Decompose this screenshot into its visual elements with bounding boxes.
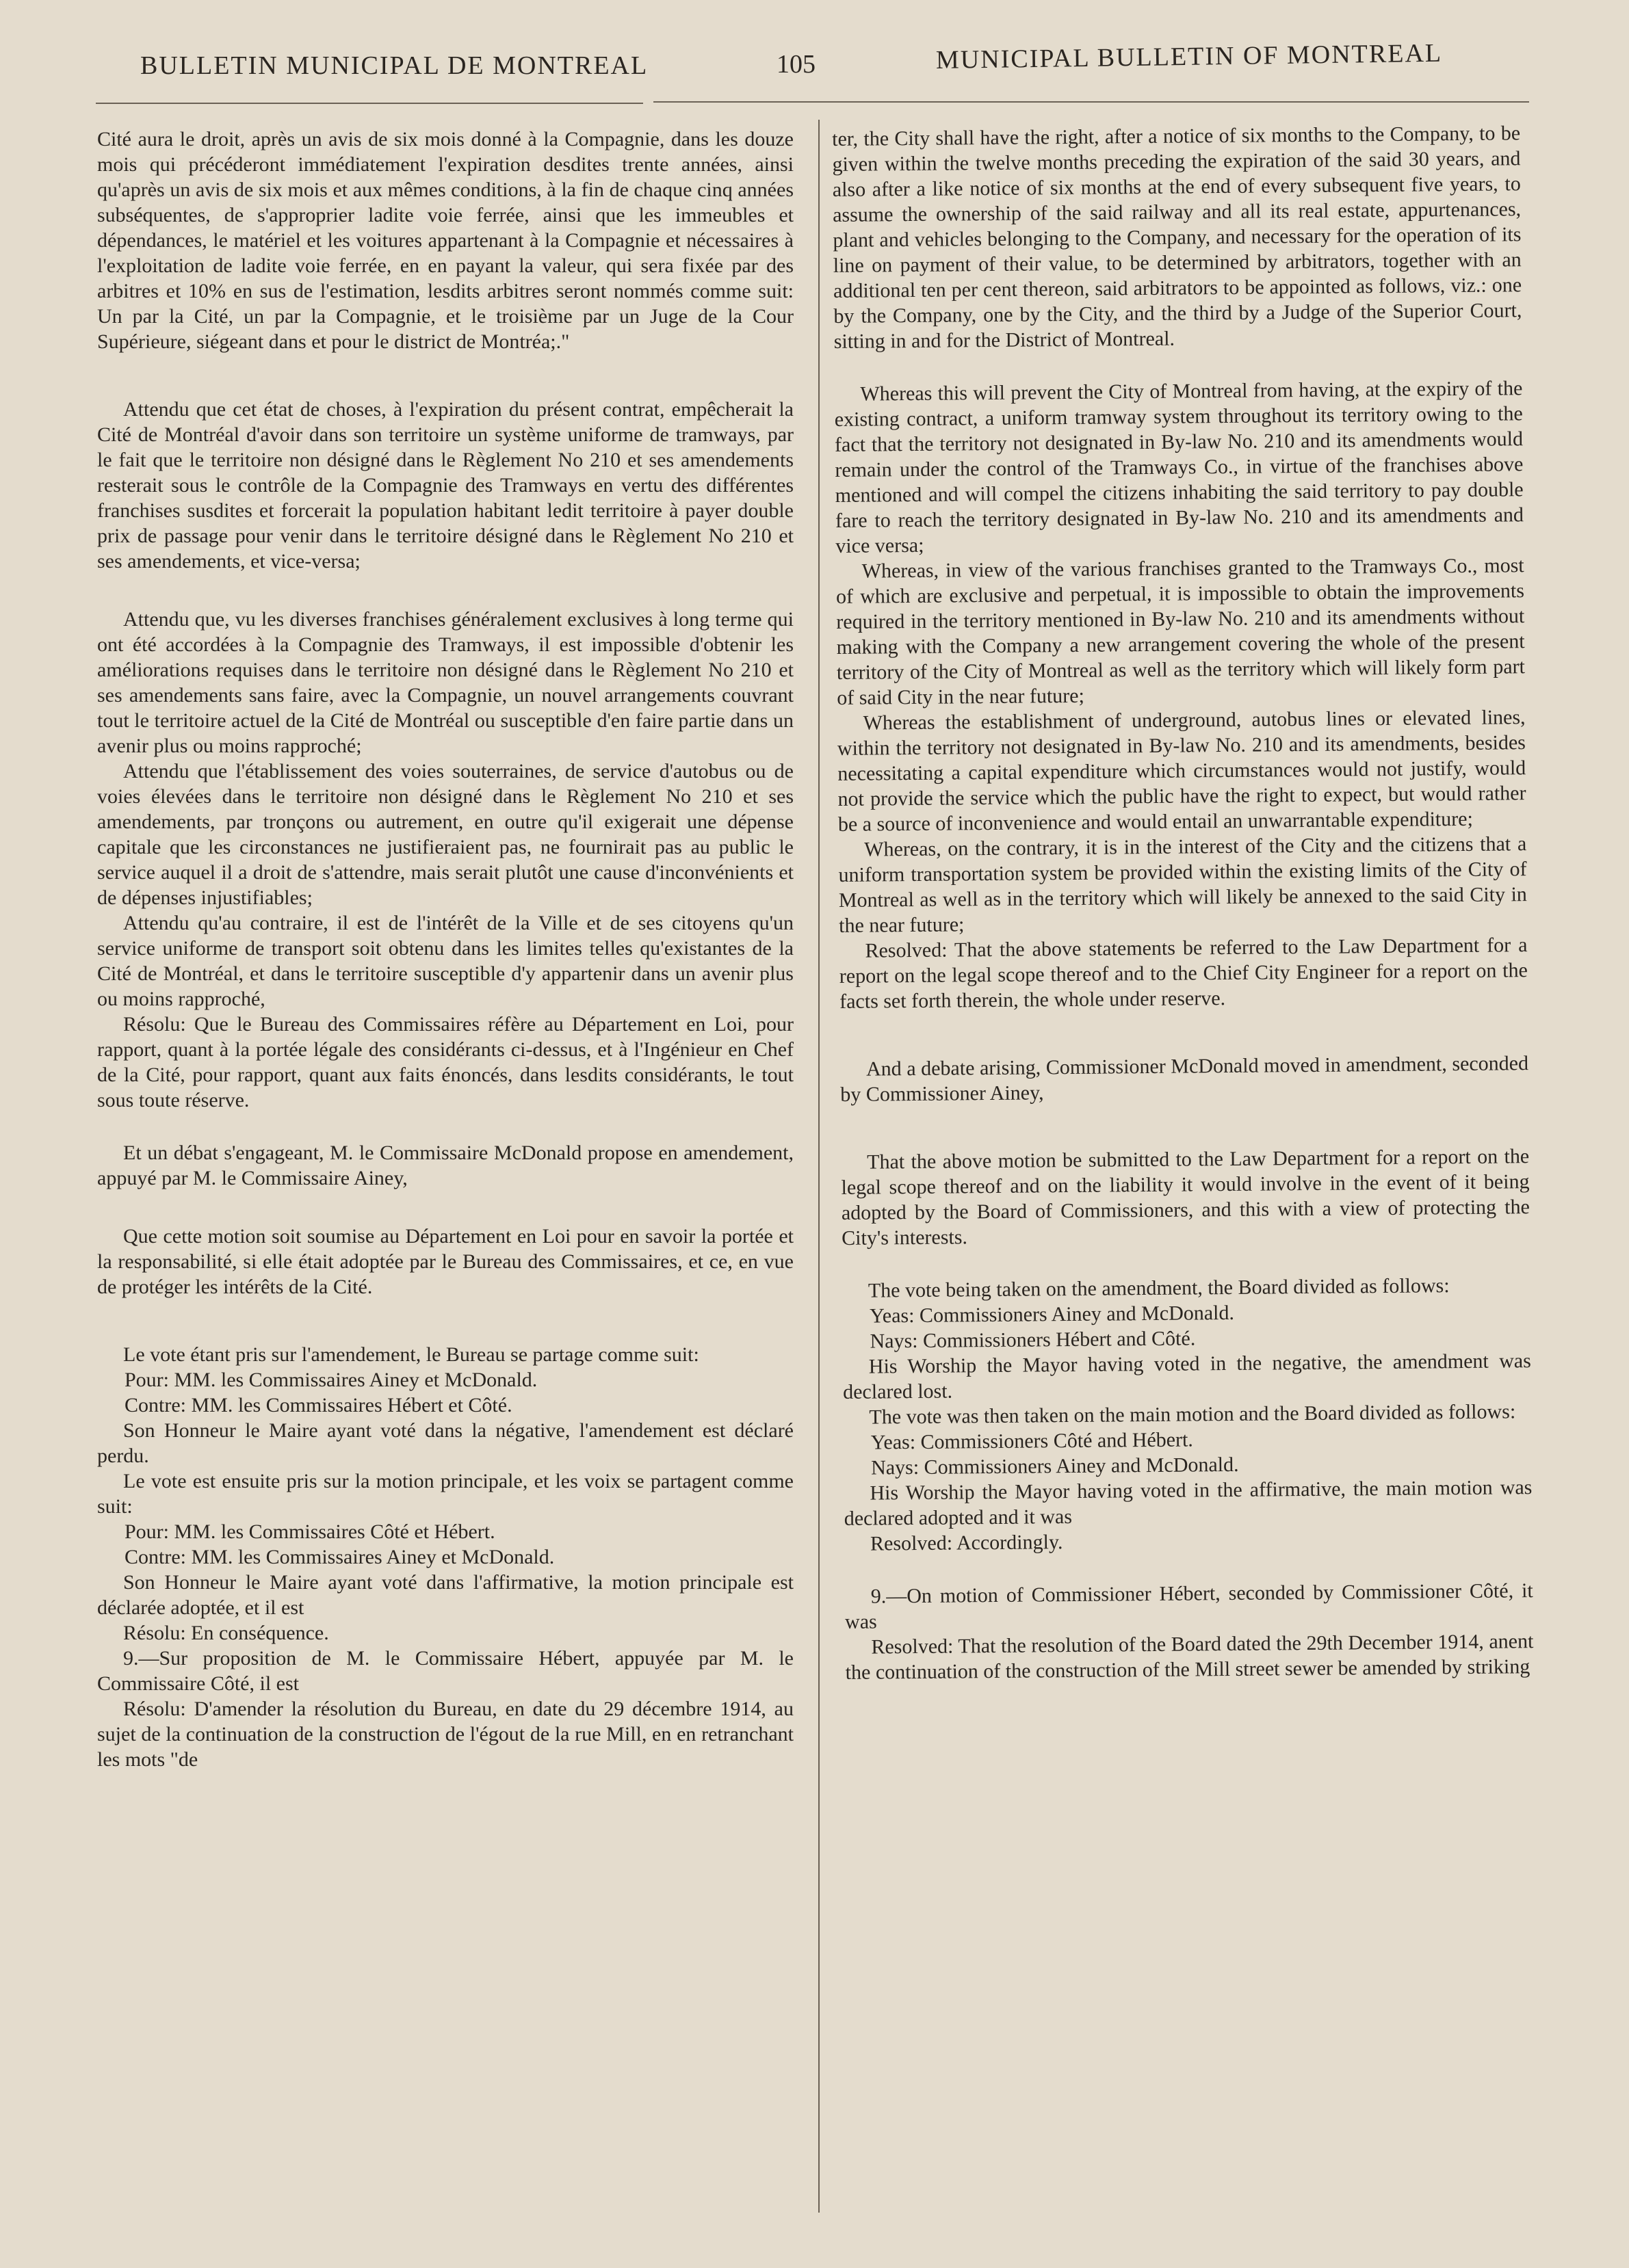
en-paragraph-whereas-2: Whereas, in view of the various franchises granted to the Tramways Co., most of which are exclusive and perpetual, it is impossible to obtain the improvements required in the territory mentioned in By-law No. 210 and its amendments without making with the Company a new arrangement covering the whole of the present territory of the City of Montreal as well as the territory which will likely form part of said City in the near future; [835, 554, 1526, 709]
en-paragraph-whereas-1: Whereas this will prevent the City of Montreal from having, at the expiry of the existing contract, a uniform tramway system throughout its territory owing to the fact that the territory not designated in By-law No. 210 and its amendments would remain under the control of the Tramways Co., in virtue of the franchises above mentioned and will compel the citizens inhabiting the said territory to pay double fare to reach the territory designated in By-law No. 210 and its amendments and vice versa; [834, 377, 1524, 557]
fr-paragraph-resolu-accordingly: Résolu: En conséquence. [123, 1622, 329, 1644]
en-paragraph-whereas-4: Whereas, on the contrary, it is in the interest of the City and the citizens that a uniform transportation system be provided within the existing limits of the City of Montreal as well as in the territory which will likely be annexed to the said City in the near future; [838, 832, 1527, 937]
english-column [832, 120, 1534, 1685]
fr-vote-contre-2: Contre: MM. les Commissaires Ainey et McDonald. [125, 1546, 555, 1568]
column-divider [818, 120, 820, 2213]
fr-paragraph-contract-clause: Cité aura le droit, après un avis de six mois donné à la Compagnie, dans les douze mois qui précéderont immédiatement l'expiration desdites trente années, ainsi qu'après un avis de six mois et aux mêmes conditions, à la fin de chaque cinq années subséquentes, de s'approprier ladite voie ferrée, ainsi que les immeubles et dépendances, le matériel et les voitures appartenant à la Compagnie et nécessaires à l'exploitation de ladite voie ferrée, en en payant la valeur, qui sera fixée par des arbitres et 10% en sus de l'estimation, lesdits arbitres seront nommés comme suit: Un par la Cité, un par la Compagnie, et le troisième par un Juge de la Cour Supérieure, siégeant dans et pour le district de Montréa;." [97, 128, 794, 353]
en-paragraph-resolved: Resolved: That the above statements be referred to the Law Department for a report on the legal scope thereof and to the Chief City Engineer for a report on the facts set forth therein, the whole under reserve. [839, 934, 1528, 1013]
page-header [0, 38, 1629, 90]
fr-paragraph-vote-amendment: Le vote étant pris sur l'amendement, le Bureau se partage comme suit: [123, 1343, 699, 1366]
fr-paragraph-item-9: 9.—Sur proposition de M. le Commissaire Hébert, appuyée par M. le Commissaire Côté, il est [97, 1647, 794, 1695]
fr-paragraph-resolved: Résolu: Que le Bureau des Commissaires réfère au Département en Loi, pour rapport, quant à la portée légale des considérants ci-dessus, et à l'Ingénieur en Chef de la Cité, pour rapport, quant aux faits énoncés, dans lesdits considérants, le tout sous toute réserve. [97, 1013, 794, 1111]
en-vote-nays-1: Nays: Commissioners Hébert and Côté. [870, 1327, 1196, 1353]
en-paragraph-resolved-accordingly: Resolved: Accordingly. [870, 1531, 1063, 1555]
en-paragraph-whereas-3: Whereas the establishment of underground, autobus lines or elevated lines, within the territory not designated in By-law No. 210 and its amendments, besides necessitating a capital expenditure which circumstances would not justify, would not provide the service which the public have the right to expect, but would rather be a source of inconvenience and would entail an unwarrantable expenditure; [837, 706, 1526, 836]
header-french-title: BULLETIN MUNICIPAL DE MONTREAL [140, 51, 649, 80]
french-column [97, 127, 794, 1772]
fr-paragraph-mayor-negative: Son Honneur le Maire ayant voté dans la négative, l'amendement est déclaré perdu. [97, 1419, 794, 1467]
fr-paragraph-whereas-3: Attendu que l'établissement des voies souterraines, de service d'autobus ou de voies élevées dans le territoire non désigné dans le Règlement No 210 et ses amendements, par tronçons ou autrement, en outre qu'il exigerait une dépense capitale que les circonstances ne justifieraient pas, ne fournirait pas au public le service auquel il a droit de s'attendre, mais serait plutôt une cause d'inconvénients et de dépenses injustifiables; [97, 760, 794, 909]
en-paragraph-mayor-affirmative: His Worship the Mayor having voted in the affirmative, the main motion was declared adopted and it was [844, 1476, 1533, 1530]
fr-paragraph-amendment: Que cette motion soit soumise au Département en Loi pour en savoir la portée et la responsabilité, si elle était adoptée par le Bureau des Commissaires, et ce, en vue de protéger les intérêts de la Cité. [97, 1225, 794, 1298]
fr-paragraph-whereas-2: Attendu que, vu les diverses franchises généralement exclusives à long terme qui ont été accordées à la Compagnie des Tramways, il est impossible d'obtenir les améliorations requises dans le territoire non désigné dans le Règlement No 210 et ses amendements sans faire, avec la Compagnie, un nouvel arrangements couvrant tout le territoire actuel de la Cité de Montréal ou susceptible d'en faire partie dans un avenir plus ou moins rapproché; [97, 608, 794, 757]
fr-vote-contre-1: Contre: MM. les Commissaires Hébert et Côté. [125, 1394, 512, 1416]
en-vote-nays-2: Nays: Commissioners Ainey and McDonald. [870, 1453, 1239, 1479]
en-vote-yeas-1: Yeas: Commissioners Ainey and McDonald. [870, 1301, 1235, 1328]
en-paragraph-mayor-negative: His Worship the Mayor having voted in the negative, the amendment was declared lost. [843, 1349, 1531, 1403]
fr-paragraph-debate: Et un débat s'engageant, M. le Commissaire McDonald propose en amendement, appuyé par M. le Commissaire Ainey, [97, 1142, 794, 1189]
header-rule-right [653, 101, 1529, 103]
fr-vote-pour-1: Pour: MM. les Commissaires Ainey et McDonald. [125, 1369, 538, 1391]
en-paragraph-main-motion: The vote was then taken on the main motion and the Board divided as follows: [869, 1400, 1516, 1429]
en-paragraph-item-9: 9.—On motion of Commissioner Hébert, seconded by Commissioner Côté, it was [844, 1579, 1533, 1633]
en-paragraph-amendment: That the above motion be submitted to the Law Department for a report on the legal scope thereof and on the liability it would involve in the event of it being adopted by the Board of Commissioners, and this with a view of protecting the City's interests. [841, 1145, 1530, 1250]
header-english-title: MUNICIPAL BULLETIN OF MONTREAL [935, 38, 1443, 75]
fr-paragraph-whereas-4: Attendu qu'au contraire, il est de l'intérêt de la Ville et de ses citoyens qu'un service uniforme de transport soit obtenu dans les limites telles qu'existantes de la Cité de Montréal, et dans le territoire susceptible d'y appartenir dans un avenir plus ou moins rapproché, [97, 912, 794, 1010]
en-paragraph-debate: And a debate arising, Commissioner McDonald moved in amendment, seconded by Commissioner Ainey, [840, 1052, 1529, 1106]
page-number: 105 [777, 50, 816, 79]
en-paragraph-resolved-amend: Resolved: That the resolution of the Board dated the 29th December 1914, anent the continuation of the construction of the Mill street sewer be amended by striking [845, 1630, 1534, 1684]
fr-paragraph-resolu-amend: Résolu: D'amender la résolution du Bureau, en date du 29 décembre 1914, au sujet de la continuation de la construction de l'égout de la rue Mill, en en retranchant les mots "de [97, 1698, 794, 1771]
en-paragraph-vote-amendment: The vote being taken on the amendment, the Board divided as follows: [868, 1274, 1450, 1302]
fr-paragraph-whereas-1: Attendu que cet état de choses, à l'expiration du présent contrat, empêcherait la Cité de Montréal d'avoir dans son territoire un système uniforme de tramways, par le fait que le territoire non désigné dans le Règlement No 210 et ses amendements resterait sous le contrôle de la Compagnie des Tramways en vertu des différentes franchises susdites et forcerait la population habitant ledit territoire à payer double prix de passage pour venir dans le territoire désigné dans le Règlement No 210 et ses amendements, et vice-versa; [97, 398, 794, 572]
fr-paragraph-main-motion: Le vote est ensuite pris sur la motion principale, et les voix se partagent comme suit: [97, 1470, 794, 1518]
en-paragraph-contract-clause: ter, the City shall have the right, after a notice of six months to the Company, to be given within the twelve months preceding the expiration of the said 30 years, and also after a like notice of six months at the end of every subsequent five years, to assume the ownership of the said railway and all its real estate, appurtenances, plant and vehicles belonging to the Company, and necessary for the operation of its line on payment of their value, to be determined by arbitrators, together with an additional ten per cent thereon, said arbitrators to be appointed as follows, viz.: one by the Company, one by the City, and the third by a Judge of the Superior Court, sitting in and for the District of Montreal. [832, 122, 1522, 353]
header-rule-left [96, 103, 643, 104]
en-vote-yeas-2: Yeas: Commissioners Côté and Hébert. [870, 1428, 1194, 1454]
fr-vote-pour-2: Pour: MM. les Commissaires Côté et Hébert. [125, 1520, 495, 1543]
fr-paragraph-mayor-affirmative: Son Honneur le Maire ayant voté dans l'affirmative, la motion principale est déclarée adoptée, et il est [97, 1571, 794, 1619]
